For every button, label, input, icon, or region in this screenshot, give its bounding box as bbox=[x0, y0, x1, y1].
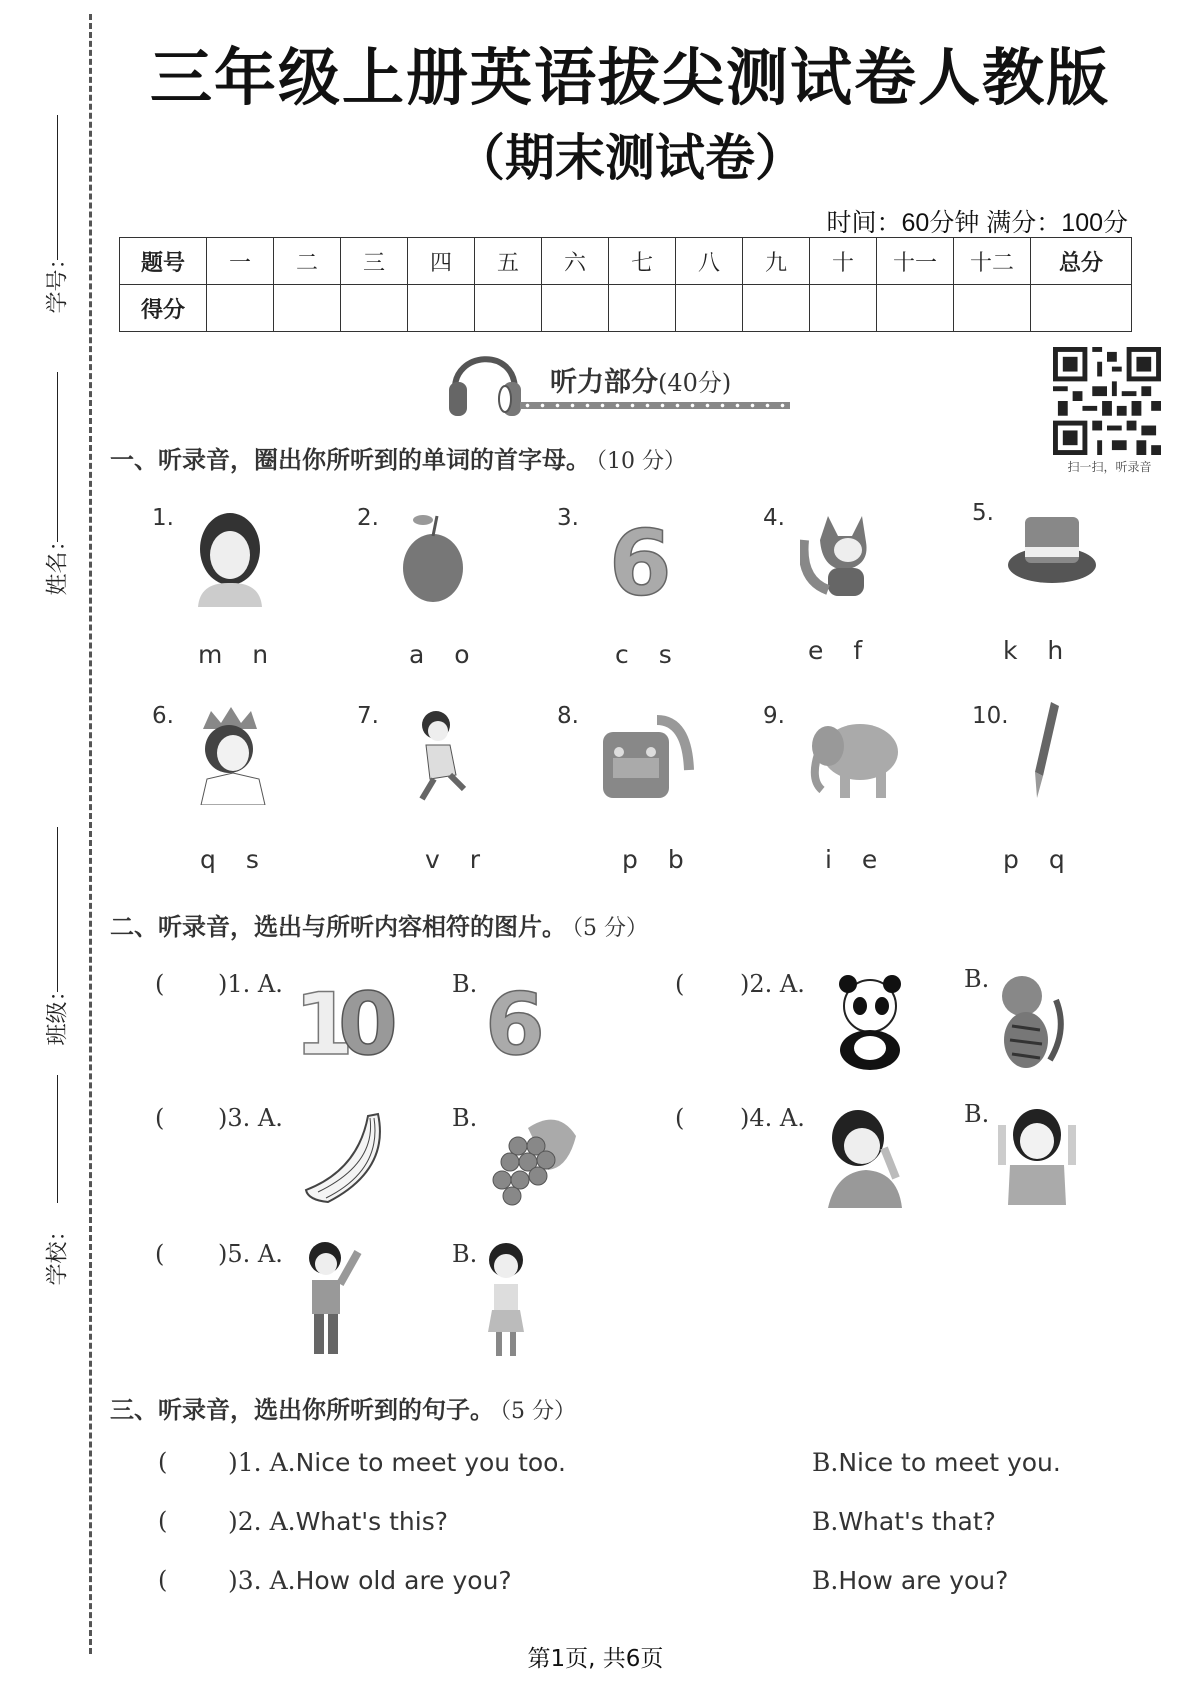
s3-option-a[interactable] bbox=[228, 1566, 512, 1595]
score-cell[interactable] bbox=[475, 285, 542, 332]
column-header: 十二 bbox=[954, 238, 1031, 285]
boy-pointing-mouth-icon bbox=[822, 1108, 912, 1208]
score-table bbox=[119, 237, 1132, 332]
column-header: 八 bbox=[676, 238, 743, 285]
s1-letter-options[interactable]: q s bbox=[200, 845, 259, 874]
s2-option-b-label[interactable]: B. bbox=[452, 1104, 478, 1132]
total-header: 总分 bbox=[1031, 238, 1132, 285]
s3-option-b-text: What's that? bbox=[838, 1507, 996, 1536]
time-and-score-info: 时间：60分钟 满分：100分 bbox=[826, 209, 1128, 237]
column-header: 六 bbox=[542, 238, 609, 285]
s1-letter-options[interactable]: i e bbox=[825, 845, 878, 874]
section1-heading-text: 一、听录音，圈出你所听到的单词的首字母。 bbox=[110, 446, 590, 474]
column-header: 十一 bbox=[877, 238, 954, 285]
s3-question-number: )2. bbox=[228, 1507, 262, 1536]
s1-letter-options[interactable]: e f bbox=[808, 636, 863, 665]
s1-item-number: 10. bbox=[972, 703, 1009, 729]
student-id-fill-line[interactable] bbox=[57, 115, 58, 260]
s3-option-a-label: A. bbox=[269, 1566, 296, 1595]
score-cell[interactable] bbox=[609, 285, 676, 332]
class-label: 班级： bbox=[45, 979, 71, 1046]
headphones-icon bbox=[445, 342, 525, 420]
s1-item-number: 7. bbox=[357, 703, 379, 729]
hat-icon bbox=[1005, 505, 1100, 605]
class-fill-line[interactable] bbox=[57, 827, 58, 992]
number-ten-icon bbox=[290, 968, 400, 1068]
qr-caption: 扫一扫，听录音 bbox=[1067, 460, 1152, 474]
s1-item-number: 3. bbox=[557, 505, 579, 531]
svg-text:0: 0 bbox=[338, 975, 398, 1068]
qr-code-icon[interactable] bbox=[1052, 347, 1162, 455]
s3-option-a[interactable] bbox=[228, 1507, 448, 1536]
number-six-icon bbox=[595, 508, 675, 608]
s2-option-b-label[interactable]: B. bbox=[452, 1240, 478, 1268]
s2-question-label: )3. A. bbox=[218, 1104, 283, 1132]
s2-option-b-label[interactable]: B. bbox=[964, 1100, 990, 1128]
queen-icon bbox=[193, 705, 273, 805]
s1-letter-options[interactable]: k h bbox=[1003, 636, 1064, 665]
score-cell[interactable] bbox=[408, 285, 475, 332]
s3-option-b-label: B. bbox=[812, 1448, 839, 1477]
s2-question-label: )5. A. bbox=[218, 1240, 283, 1268]
s2-option-b-label[interactable]: B. bbox=[964, 965, 990, 993]
s1-letter-options[interactable]: v r bbox=[425, 845, 481, 874]
s1-letter-options[interactable]: c s bbox=[615, 640, 672, 669]
s1-letter-options[interactable]: p b bbox=[622, 845, 684, 874]
score-cell[interactable] bbox=[676, 285, 743, 332]
s3-option-b-label: B. bbox=[812, 1566, 839, 1595]
s3-question-number: )3. bbox=[228, 1566, 262, 1595]
s1-letter-options[interactable]: a o bbox=[409, 640, 470, 669]
section3-heading-text: 三、听录音，选出你所听到的句子。 bbox=[110, 1396, 494, 1424]
s1-item-number: 5. bbox=[972, 500, 994, 526]
s3-option-b-label: B. bbox=[812, 1507, 839, 1536]
score-table-header-row bbox=[120, 238, 1132, 285]
listening-points: (40分) bbox=[658, 369, 732, 397]
elephant-icon bbox=[800, 710, 905, 810]
s3-question-number: )1. bbox=[228, 1448, 262, 1477]
number-six-icon bbox=[475, 968, 555, 1068]
name-label: 姓名： bbox=[45, 529, 71, 596]
name-fill-line[interactable] bbox=[57, 372, 58, 542]
score-cell[interactable] bbox=[743, 285, 810, 332]
s3-option-a-text: How old are you? bbox=[295, 1566, 512, 1595]
listening-section-title bbox=[550, 360, 731, 399]
column-header: 五 bbox=[475, 238, 542, 285]
column-header: 十 bbox=[810, 238, 877, 285]
score-cell[interactable] bbox=[954, 285, 1031, 332]
score-cell[interactable] bbox=[810, 285, 877, 332]
student-id-label: 学号： bbox=[45, 247, 71, 314]
girl-standing-icon bbox=[478, 1240, 538, 1360]
running-boy-icon bbox=[410, 705, 490, 805]
s2-option-b-label[interactable]: B. bbox=[452, 970, 478, 998]
answer-bracket[interactable]: ( bbox=[155, 1104, 165, 1132]
column-header: 七 bbox=[609, 238, 676, 285]
s1-item-number: 8. bbox=[557, 703, 579, 729]
s3-option-b-text: Nice to meet you. bbox=[838, 1448, 1061, 1477]
column-header: 四 bbox=[408, 238, 475, 285]
school-label: 学校： bbox=[45, 1219, 71, 1286]
answer-bracket[interactable]: ( bbox=[158, 1448, 168, 1476]
column-header: 九 bbox=[743, 238, 810, 285]
answer-bracket[interactable]: ( bbox=[158, 1507, 168, 1535]
answer-bracket[interactable]: ( bbox=[675, 1104, 685, 1132]
svg-text:1: 1 bbox=[294, 975, 354, 1068]
score-label: 得分 bbox=[120, 285, 207, 332]
s1-letter-options[interactable]: p q bbox=[1003, 845, 1065, 874]
answer-bracket[interactable]: ( bbox=[155, 1240, 165, 1268]
section3-points: （5 分） bbox=[500, 1399, 576, 1424]
banana-icon bbox=[298, 1110, 393, 1210]
listening-title-text: 听力部分 bbox=[550, 367, 658, 398]
tiger-icon bbox=[990, 970, 1070, 1070]
s3-option-a-text: Nice to meet you too. bbox=[295, 1448, 566, 1477]
section1-heading bbox=[110, 440, 686, 475]
school-fill-line[interactable] bbox=[57, 1075, 58, 1203]
s3-option-b[interactable] bbox=[812, 1448, 1061, 1477]
total-score-cell[interactable] bbox=[1031, 285, 1132, 332]
section2-heading-text: 二、听录音，选出与所听内容相符的图片。 bbox=[110, 913, 566, 941]
s1-letter-options[interactable]: m n bbox=[198, 640, 269, 669]
page-title: 三年级上册英语拔尖测试卷人教版 bbox=[149, 41, 1110, 114]
answer-bracket[interactable]: ( bbox=[158, 1566, 168, 1594]
apple-icon bbox=[393, 508, 473, 608]
score-cell[interactable] bbox=[341, 285, 408, 332]
s3-option-b-text: How are you? bbox=[838, 1566, 1009, 1595]
girl-icon bbox=[190, 507, 270, 607]
pen-icon bbox=[1025, 700, 1065, 800]
s1-item-number: 2. bbox=[357, 505, 379, 531]
page-subtitle: （期末测试卷） bbox=[455, 129, 805, 187]
binding-dashed-line bbox=[89, 14, 92, 1654]
answer-bracket[interactable]: ( bbox=[675, 970, 685, 998]
s3-option-a[interactable] bbox=[228, 1448, 566, 1477]
grapes-icon bbox=[488, 1108, 583, 1208]
section2-heading bbox=[110, 907, 648, 942]
column-header: 三 bbox=[341, 238, 408, 285]
bag-icon bbox=[597, 710, 697, 810]
score-table-score-row bbox=[120, 285, 1132, 332]
section2-points: （5 分） bbox=[572, 916, 648, 941]
decorative-dotted-bar bbox=[520, 402, 790, 409]
score-cell[interactable] bbox=[877, 285, 954, 332]
s2-question-label: )2. A. bbox=[740, 970, 805, 998]
s1-item-number: 6. bbox=[152, 703, 174, 729]
page-number: 第1页, 共6页 bbox=[527, 1646, 664, 1672]
s3-option-b[interactable] bbox=[812, 1566, 1008, 1595]
s3-option-a-label: A. bbox=[269, 1448, 296, 1477]
section3-heading bbox=[110, 1390, 576, 1425]
s2-question-label: )4. A. bbox=[740, 1104, 805, 1132]
column-header: 一 bbox=[207, 238, 274, 285]
s3-option-a-text: What's this? bbox=[295, 1507, 448, 1536]
girl-touching-ears-icon bbox=[992, 1105, 1082, 1205]
score-cell[interactable] bbox=[542, 285, 609, 332]
section1-points: （10 分） bbox=[596, 449, 686, 474]
column-header: 二 bbox=[274, 238, 341, 285]
s3-option-a-label: A. bbox=[269, 1507, 296, 1536]
s1-item-number: 4. bbox=[763, 505, 785, 531]
svg-text:6: 6 bbox=[609, 511, 672, 608]
question-number-label: 题号 bbox=[120, 238, 207, 285]
s1-item-number: 1. bbox=[152, 505, 174, 531]
panda-icon bbox=[830, 972, 910, 1072]
fox-icon bbox=[800, 510, 880, 610]
score-cell[interactable] bbox=[274, 285, 341, 332]
s1-item-number: 9. bbox=[763, 703, 785, 729]
answer-bracket[interactable]: ( bbox=[155, 970, 165, 998]
boy-waving-icon bbox=[300, 1240, 365, 1360]
score-cell[interactable] bbox=[207, 285, 274, 332]
s3-option-b[interactable] bbox=[812, 1507, 996, 1536]
s2-question-label: )1. A. bbox=[218, 970, 283, 998]
svg-text:6: 6 bbox=[485, 975, 545, 1068]
